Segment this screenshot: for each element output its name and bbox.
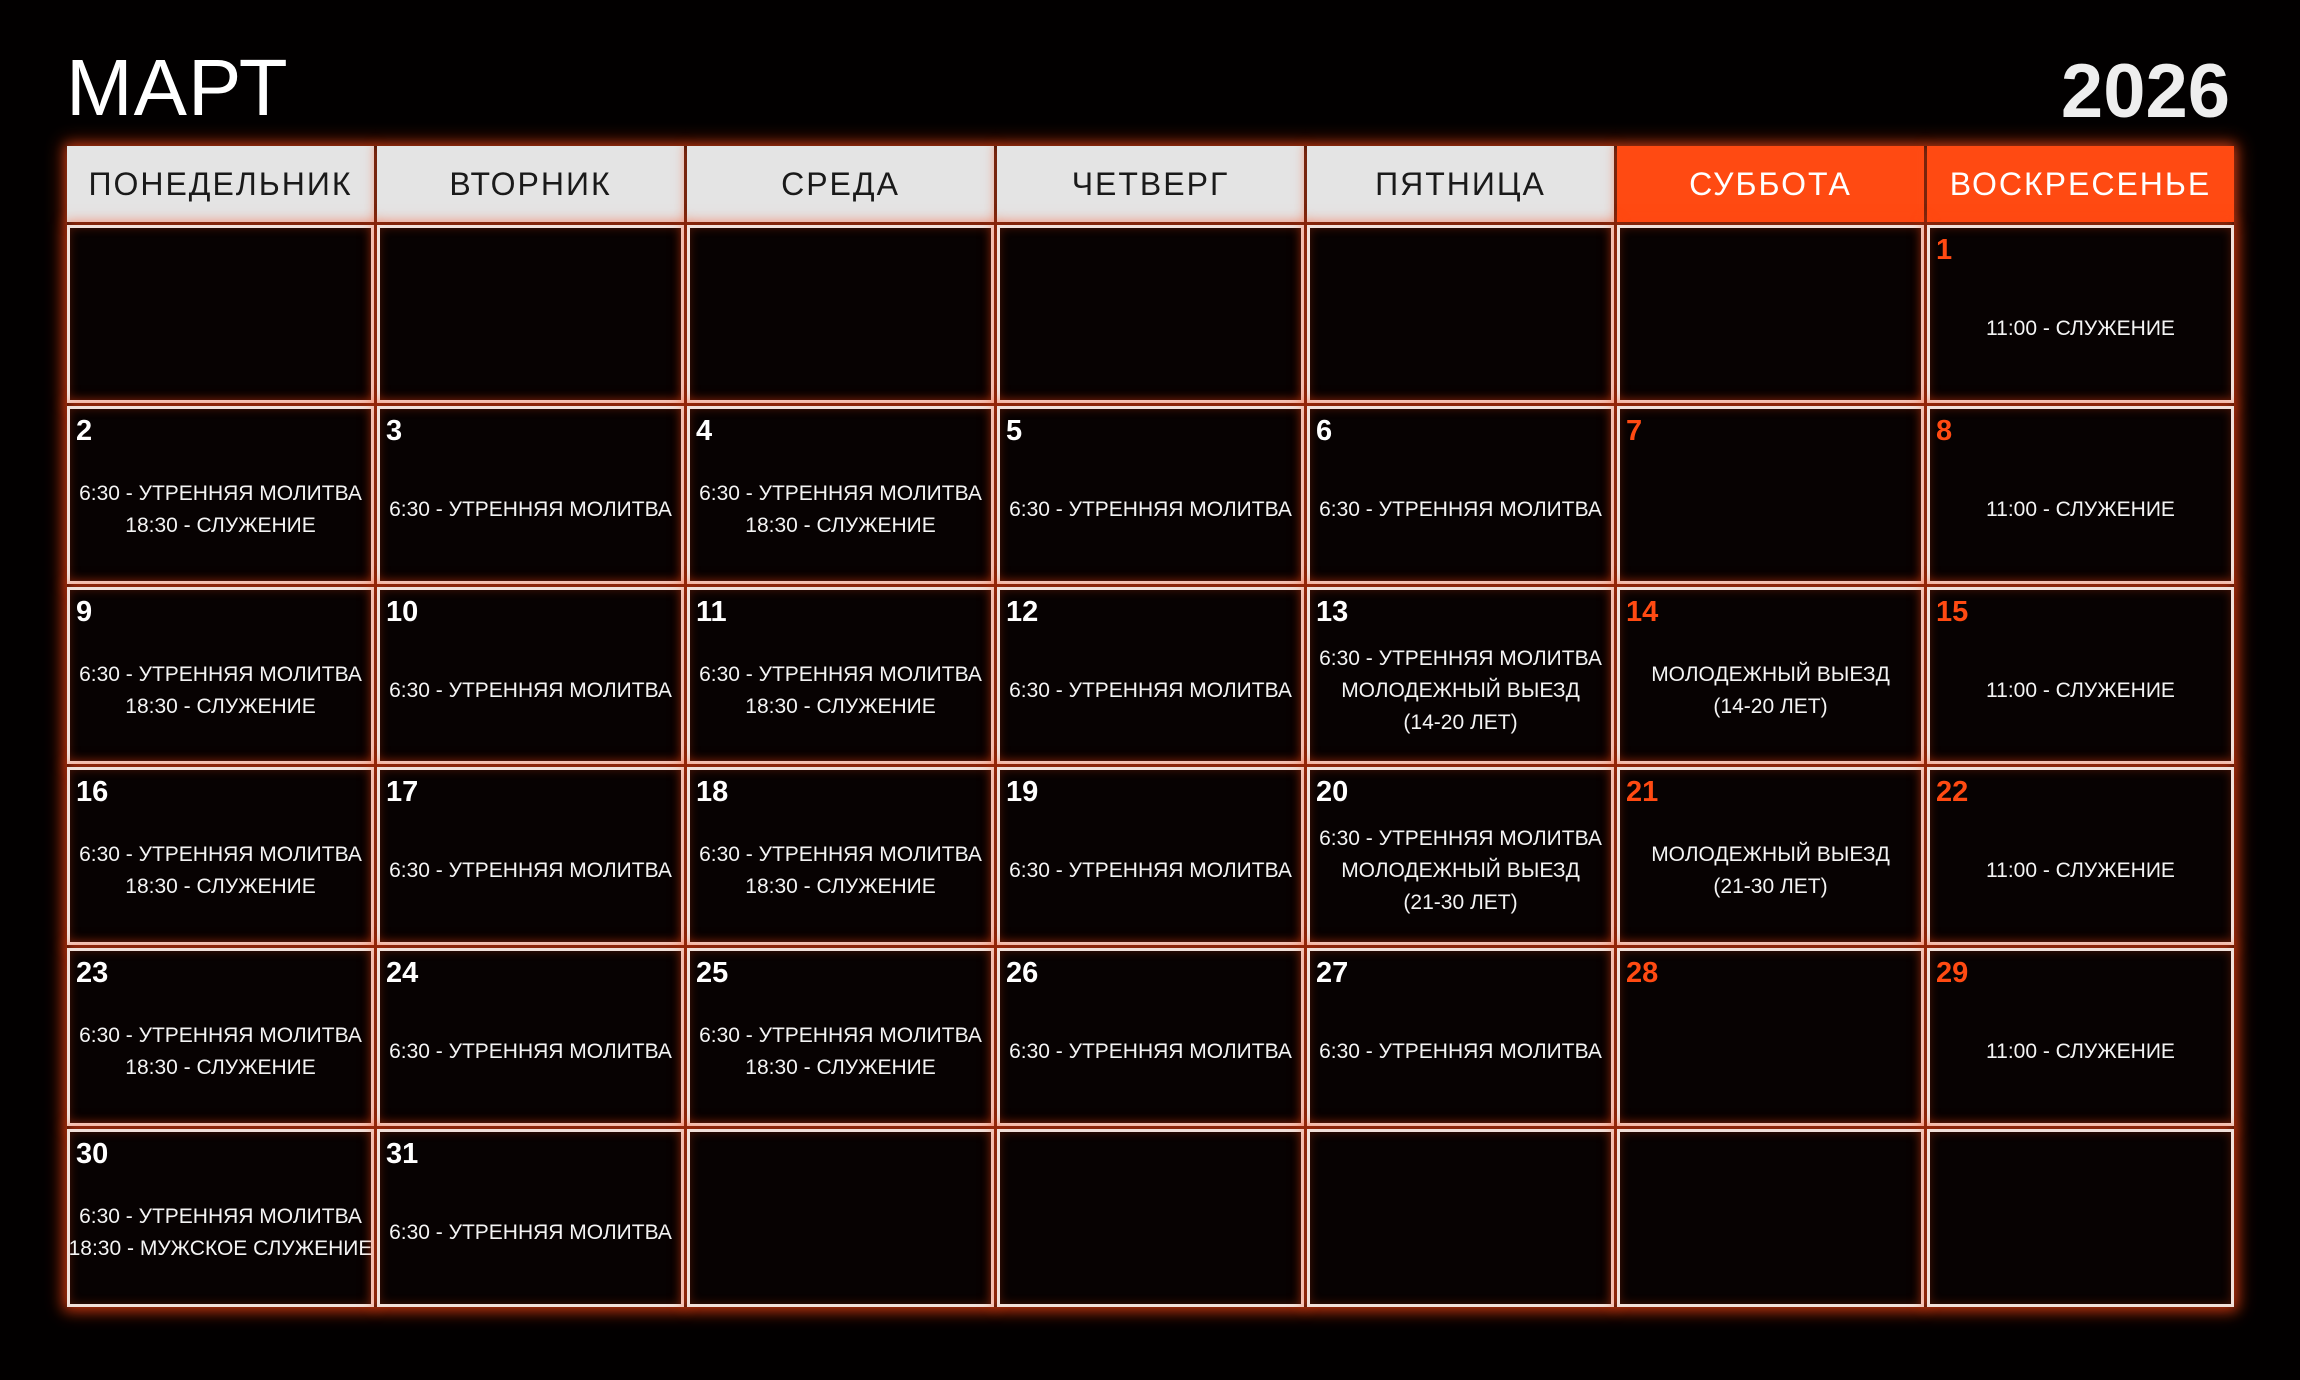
- event-text: 18:30 - СЛУЖЕНИЕ: [745, 694, 936, 718]
- day-cell: [67, 767, 374, 945]
- day-events: [1930, 443, 2231, 577]
- event-text: 6:30 - УТРЕННЯЯ МОЛИТВА: [1319, 1040, 1602, 1064]
- day-cell: [1307, 948, 1614, 1126]
- day-number: 27: [1316, 957, 1349, 990]
- day-number: 17: [386, 776, 419, 809]
- weekday-header: ВТОРНИК: [377, 146, 684, 222]
- day-events: [1310, 804, 1611, 938]
- day-cell: [687, 406, 994, 584]
- event-text: 6:30 - УТРЕННЯЯ МОЛИТВА: [79, 662, 362, 686]
- day-events: [70, 1166, 371, 1300]
- day-number: 29: [1936, 957, 1969, 990]
- day-events: [690, 804, 991, 938]
- day-cell: [377, 1129, 684, 1307]
- day-events: [380, 443, 681, 577]
- event-text: 6:30 - УТРЕННЯЯ МОЛИТВА: [79, 1205, 362, 1229]
- day-number: 28: [1626, 957, 1659, 990]
- day-number: 31: [386, 1138, 419, 1171]
- day-number: 9: [76, 595, 93, 628]
- day-events: [1620, 624, 1921, 758]
- event-text: МОЛОДЕЖНЫЙ ВЫЕЗД: [1651, 843, 1890, 867]
- weekday-header: ПЯТНИЦА: [1307, 146, 1614, 222]
- day-number: 30: [76, 1138, 109, 1171]
- event-text: 11:00 - СЛУЖЕНИЕ: [1986, 316, 2175, 340]
- event-text: (21-30 ЛЕТ): [1713, 875, 1828, 899]
- day-number: 18: [696, 776, 729, 809]
- day-number: 15: [1936, 595, 1969, 628]
- day-cell: [377, 587, 684, 765]
- day-cell: [1617, 406, 1924, 584]
- empty-day-cell: [67, 225, 374, 403]
- day-cell: [67, 587, 374, 765]
- empty-day-cell: [1307, 225, 1614, 403]
- day-number: 16: [76, 776, 109, 809]
- event-text: МОЛОДЕЖНЫЙ ВЫЕЗД: [1651, 662, 1890, 686]
- day-number: 22: [1936, 776, 1969, 809]
- empty-day-cell: [1617, 225, 1924, 403]
- day-events: [1930, 624, 2231, 758]
- day-events: [1000, 443, 1301, 577]
- day-number: 23: [76, 957, 109, 990]
- event-text: 18:30 - СЛУЖЕНИЕ: [745, 1056, 936, 1080]
- day-number: 12: [1006, 595, 1039, 628]
- day-number: 13: [1316, 595, 1349, 628]
- event-text: 18:30 - МУЖСКОЕ СЛУЖЕНИЕ: [68, 1237, 373, 1261]
- empty-day-cell: [687, 1129, 994, 1307]
- day-cell: [687, 767, 994, 945]
- event-text: 18:30 - СЛУЖЕНИЕ: [745, 875, 936, 899]
- event-text: 6:30 - УТРЕННЯЯ МОЛИТВА: [1319, 646, 1602, 670]
- day-number: 25: [696, 957, 729, 990]
- day-cell: [1307, 767, 1614, 945]
- event-text: 6:30 - УТРЕННЯЯ МОЛИТВА: [699, 662, 982, 686]
- event-text: 6:30 - УТРЕННЯЯ МОЛИТВА: [389, 678, 672, 702]
- day-events: [1620, 804, 1921, 938]
- day-events: [690, 985, 991, 1119]
- day-events: [1620, 985, 1921, 1119]
- day-cell: [1617, 587, 1924, 765]
- day-number: 24: [386, 957, 419, 990]
- event-text: 18:30 - СЛУЖЕНИЕ: [125, 875, 316, 899]
- day-cell: [997, 948, 1304, 1126]
- day-number: 21: [1626, 776, 1659, 809]
- day-events: [1310, 624, 1611, 758]
- empty-day-cell: [1307, 1129, 1614, 1307]
- day-events: [70, 624, 371, 758]
- event-text: 6:30 - УТРЕННЯЯ МОЛИТВА: [1009, 859, 1292, 883]
- day-cell: [997, 767, 1304, 945]
- event-text: 6:30 - УТРЕННЯЯ МОЛИТВА: [389, 859, 672, 883]
- event-text: 11:00 - СЛУЖЕНИЕ: [1986, 497, 2175, 521]
- event-text: (14-20 ЛЕТ): [1403, 710, 1518, 734]
- event-text: 6:30 - УТРЕННЯЯ МОЛИТВА: [1009, 1040, 1292, 1064]
- empty-day-cell: [1617, 1129, 1924, 1307]
- weekday-header: ЧЕТВЕРГ: [997, 146, 1304, 222]
- day-cell: [687, 948, 994, 1126]
- event-text: 11:00 - СЛУЖЕНИЕ: [1986, 859, 2175, 883]
- day-number: 6: [1316, 414, 1333, 447]
- day-number: 3: [386, 414, 403, 447]
- event-text: 6:30 - УТРЕННЯЯ МОЛИТВА: [699, 481, 982, 505]
- month-title: МАРТ: [66, 43, 289, 132]
- event-text: 6:30 - УТРЕННЯЯ МОЛИТВА: [1009, 497, 1292, 521]
- weekday-header: СРЕДА: [687, 146, 994, 222]
- day-events: [1000, 804, 1301, 938]
- day-events: [1930, 985, 2231, 1119]
- calendar-grid: [67, 146, 2234, 1307]
- day-number: 1: [1936, 234, 1953, 266]
- day-events: [1310, 443, 1611, 577]
- empty-day-cell: [1927, 1129, 2234, 1307]
- weekday-header: СУББОТА: [1617, 146, 1924, 222]
- event-text: 11:00 - СЛУЖЕНИЕ: [1986, 678, 2175, 702]
- day-events: [380, 1166, 681, 1300]
- day-number: 14: [1626, 595, 1659, 628]
- day-cell: [687, 587, 994, 765]
- day-cell: [1927, 225, 2234, 403]
- day-cell: [1927, 948, 2234, 1126]
- empty-day-cell: [997, 225, 1304, 403]
- event-text: 6:30 - УТРЕННЯЯ МОЛИТВА: [1009, 678, 1292, 702]
- event-text: 18:30 - СЛУЖЕНИЕ: [125, 694, 316, 718]
- day-events: [70, 443, 371, 577]
- empty-day-cell: [687, 225, 994, 403]
- day-cell: [67, 406, 374, 584]
- day-events: [380, 985, 681, 1119]
- day-cell: [67, 1129, 374, 1307]
- weekday-header: ВОСКРЕСЕНЬЕ: [1927, 146, 2234, 222]
- day-events: [1000, 624, 1301, 758]
- event-text: 11:00 - СЛУЖЕНИЕ: [1986, 1040, 2175, 1064]
- day-cell: [1617, 767, 1924, 945]
- day-cell: [1617, 948, 1924, 1126]
- event-text: 6:30 - УТРЕННЯЯ МОЛИТВА: [79, 1024, 362, 1048]
- day-events: [1930, 804, 2231, 938]
- empty-day-cell: [997, 1129, 1304, 1307]
- day-cell: [377, 948, 684, 1126]
- day-number: 2: [76, 414, 93, 447]
- day-events: [1620, 443, 1921, 577]
- weekday-header: ПОНЕДЕЛЬНИК: [67, 146, 374, 222]
- event-text: 18:30 - СЛУЖЕНИЕ: [125, 1056, 316, 1080]
- event-text: 18:30 - СЛУЖЕНИЕ: [125, 513, 316, 537]
- day-cell: [1927, 587, 2234, 765]
- day-events: [690, 443, 991, 577]
- day-number: 20: [1316, 776, 1349, 809]
- day-events: [1930, 262, 2231, 396]
- event-text: 6:30 - УТРЕННЯЯ МОЛИТВА: [1319, 497, 1602, 521]
- day-events: [380, 624, 681, 758]
- day-number: 7: [1626, 414, 1643, 447]
- day-number: 26: [1006, 957, 1039, 990]
- event-text: 6:30 - УТРЕННЯЯ МОЛИТВА: [389, 1040, 672, 1064]
- event-text: (14-20 ЛЕТ): [1713, 694, 1828, 718]
- empty-day-cell: [377, 225, 684, 403]
- day-cell: [1307, 587, 1614, 765]
- event-text: 6:30 - УТРЕННЯЯ МОЛИТВА: [79, 843, 362, 867]
- event-text: 6:30 - УТРЕННЯЯ МОЛИТВА: [699, 1024, 982, 1048]
- day-number: 4: [696, 414, 713, 447]
- day-cell: [377, 406, 684, 584]
- day-cell: [1927, 767, 2234, 945]
- event-text: 6:30 - УТРЕННЯЯ МОЛИТВА: [389, 497, 672, 521]
- event-text: 6:30 - УТРЕННЯЯ МОЛИТВА: [389, 1221, 672, 1245]
- day-cell: [1307, 406, 1614, 584]
- day-number: 10: [386, 595, 419, 628]
- day-events: [70, 804, 371, 938]
- day-cell: [67, 948, 374, 1126]
- event-text: 6:30 - УТРЕННЯЯ МОЛИТВА: [1319, 827, 1602, 851]
- event-text: 6:30 - УТРЕННЯЯ МОЛИТВА: [79, 481, 362, 505]
- day-events: [380, 804, 681, 938]
- day-number: 5: [1006, 414, 1023, 447]
- day-events: [1000, 985, 1301, 1119]
- day-events: [1310, 985, 1611, 1119]
- day-cell: [377, 767, 684, 945]
- event-text: 6:30 - УТРЕННЯЯ МОЛИТВА: [699, 843, 982, 867]
- day-cell: [1927, 406, 2234, 584]
- day-cell: [997, 406, 1304, 584]
- day-number: 11: [696, 595, 727, 628]
- day-events: [690, 624, 991, 758]
- event-text: МОЛОДЕЖНЫЙ ВЫЕЗД: [1341, 859, 1580, 883]
- day-events: [70, 985, 371, 1119]
- event-text: (21-30 ЛЕТ): [1403, 891, 1518, 915]
- day-number: 8: [1936, 414, 1953, 447]
- day-number: 19: [1006, 776, 1039, 809]
- event-text: МОЛОДЕЖНЫЙ ВЫЕЗД: [1341, 678, 1580, 702]
- event-text: 18:30 - СЛУЖЕНИЕ: [745, 513, 936, 537]
- year-title: 2026: [2060, 49, 2230, 134]
- day-cell: [997, 587, 1304, 765]
